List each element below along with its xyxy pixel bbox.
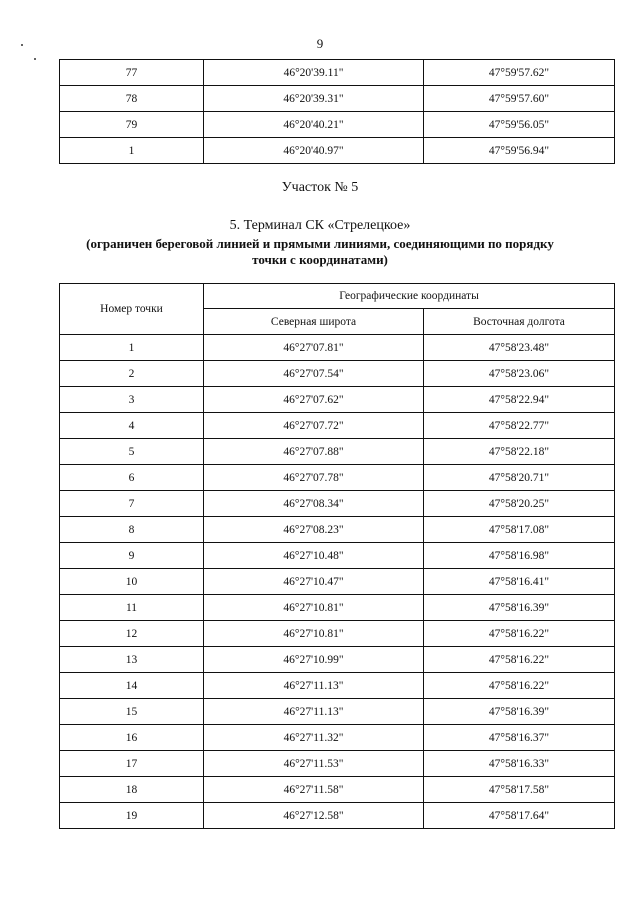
longitude-cell: 47°58'22.77": [424, 413, 615, 439]
page-number: 9: [316, 36, 324, 51]
latitude-cell: 46°27'12.58": [204, 803, 424, 829]
point-number-cell: 17: [60, 751, 204, 777]
latitude-cell: 46°27'07.88": [204, 439, 424, 465]
point-number-cell: 11: [60, 595, 204, 621]
table-row: [60, 439, 615, 465]
latitude-cell: 46°27'11.58": [204, 777, 424, 803]
point-number-cell: 77: [60, 60, 204, 86]
latitude-cell: 46°27'11.53": [204, 751, 424, 777]
table-row: [60, 803, 615, 829]
table-row: [60, 517, 615, 543]
latitude-cell: 46°27'10.99": [204, 647, 424, 673]
longitude-cell: 47°59'56.94": [424, 138, 615, 164]
coordinates-table: [59, 283, 615, 829]
latitude-cell: 46°27'11.13": [204, 699, 424, 725]
table-row: [60, 777, 615, 803]
point-number-cell: 79: [60, 112, 204, 138]
latitude-cell: 46°27'07.81": [204, 335, 424, 361]
scan-speck: [34, 58, 36, 60]
table-row: [60, 387, 615, 413]
latitude-cell: 46°20'39.11": [204, 60, 424, 86]
latitude-cell: 46°27'07.62": [204, 387, 424, 413]
point-number-cell: 1: [60, 335, 204, 361]
table-row: [60, 569, 615, 595]
longitude-cell: 47°58'16.41": [424, 569, 615, 595]
latitude-cell: 46°27'10.48": [204, 543, 424, 569]
point-number-cell: 2: [60, 361, 204, 387]
point-number-cell: 4: [60, 413, 204, 439]
table-row: [60, 138, 615, 164]
longitude-cell: 47°58'16.39": [424, 595, 615, 621]
latitude-cell: 46°27'10.47": [204, 569, 424, 595]
table-row: [60, 413, 615, 439]
longitude-cell: 47°58'16.22": [424, 673, 615, 699]
longitude-cell: 47°58'20.25": [424, 491, 615, 517]
continued-coordinates-table: [59, 59, 615, 164]
latitude-cell: 46°27'08.23": [204, 517, 424, 543]
latitude-cell: 46°27'08.34": [204, 491, 424, 517]
description-line-1: (ограничен береговой линией и прямыми линиями, соединяющими по порядку: [86, 236, 554, 251]
header-east-lon: Восточная долгота: [424, 309, 615, 335]
latitude-cell: 46°27'07.72": [204, 413, 424, 439]
longitude-cell: 47°58'17.08": [424, 517, 615, 543]
longitude-cell: 47°58'17.64": [424, 803, 615, 829]
header-north-lat: Северная широта: [204, 309, 424, 335]
latitude-cell: 46°20'40.21": [204, 112, 424, 138]
longitude-cell: 47°58'23.06": [424, 361, 615, 387]
table-row: [60, 60, 615, 86]
section-title: Участок № 5: [281, 180, 359, 195]
latitude-cell: 46°27'11.13": [204, 673, 424, 699]
latitude-cell: 46°27'10.81": [204, 595, 424, 621]
terminal-title: 5. Терминал СК «Стрелецкое»: [229, 218, 411, 233]
point-number-cell: 18: [60, 777, 204, 803]
table-row: [60, 699, 615, 725]
table-row: [60, 86, 615, 112]
latitude-cell: 46°27'07.54": [204, 361, 424, 387]
table-row: [60, 595, 615, 621]
longitude-cell: 47°58'16.37": [424, 725, 615, 751]
point-number-cell: 1: [60, 138, 204, 164]
longitude-cell: 47°58'22.18": [424, 439, 615, 465]
table-row: [60, 361, 615, 387]
table-row: [60, 112, 615, 138]
longitude-cell: 47°59'56.05": [424, 112, 615, 138]
longitude-cell: 47°58'16.98": [424, 543, 615, 569]
longitude-cell: 47°58'22.94": [424, 387, 615, 413]
point-number-cell: 15: [60, 699, 204, 725]
point-number-cell: 5: [60, 439, 204, 465]
latitude-cell: 46°27'11.32": [204, 725, 424, 751]
table-row: [60, 491, 615, 517]
table-row: [60, 673, 615, 699]
table-row: [60, 335, 615, 361]
point-number-cell: 6: [60, 465, 204, 491]
longitude-cell: 47°59'57.60": [424, 86, 615, 112]
latitude-cell: 46°27'07.78": [204, 465, 424, 491]
point-number-cell: 19: [60, 803, 204, 829]
longitude-cell: 47°59'57.62": [424, 60, 615, 86]
point-number-cell: 7: [60, 491, 204, 517]
point-number-cell: 10: [60, 569, 204, 595]
point-number-cell: 3: [60, 387, 204, 413]
table-row: [60, 751, 615, 777]
longitude-cell: 47°58'17.58": [424, 777, 615, 803]
scan-speck: [21, 44, 23, 46]
longitude-cell: 47°58'23.48": [424, 335, 615, 361]
latitude-cell: 46°27'10.81": [204, 621, 424, 647]
point-number-cell: 8: [60, 517, 204, 543]
point-number-cell: 14: [60, 673, 204, 699]
longitude-cell: 47°58'16.22": [424, 621, 615, 647]
header-geo-coords: Географические координаты: [204, 284, 615, 309]
point-number-cell: 16: [60, 725, 204, 751]
point-number-cell: 12: [60, 621, 204, 647]
longitude-cell: 47°58'16.33": [424, 751, 615, 777]
longitude-cell: 47°58'16.22": [424, 647, 615, 673]
point-number-cell: 9: [60, 543, 204, 569]
table-row: [60, 647, 615, 673]
header-point-number: Номер точки: [60, 284, 204, 335]
latitude-cell: 46°20'39.31": [204, 86, 424, 112]
table-row: [60, 621, 615, 647]
point-number-cell: 13: [60, 647, 204, 673]
table-row: [60, 465, 615, 491]
description-line-2: точки с координатами): [252, 252, 388, 267]
latitude-cell: 46°20'40.97": [204, 138, 424, 164]
table-row: [60, 543, 615, 569]
table-row: [60, 725, 615, 751]
point-number-cell: 78: [60, 86, 204, 112]
longitude-cell: 47°58'16.39": [424, 699, 615, 725]
longitude-cell: 47°58'20.71": [424, 465, 615, 491]
